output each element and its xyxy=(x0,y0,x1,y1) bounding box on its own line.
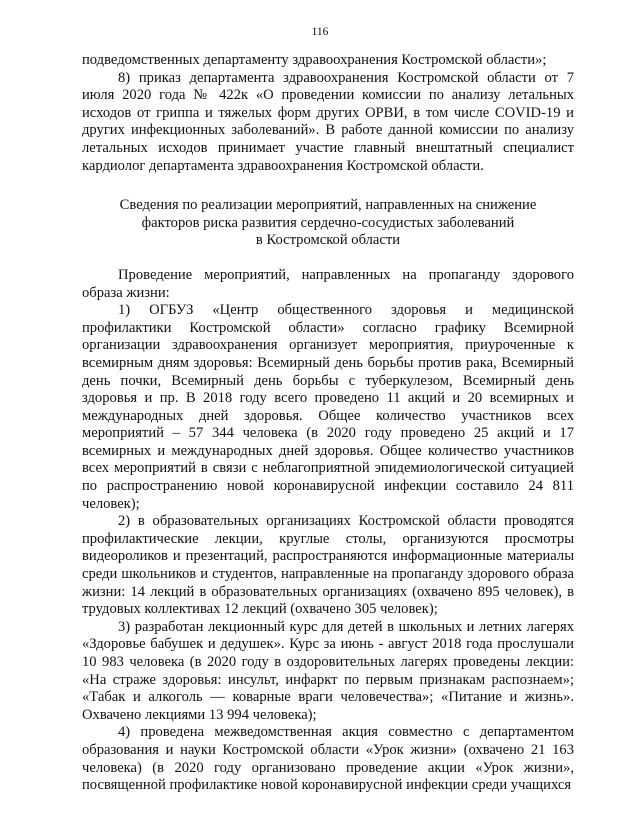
section-heading-line-3: в Костромской области xyxy=(255,232,401,249)
paragraph-item-2: 2) в образовательных организациях Костромской области проводятся профилактические лекции, круглые столы, организуются просмотры видеороликов и презентаций, распространяются информационные материалы среди школьников и студентов, направленные на пропаганду здорового образа жизни: 14 лекций в образовательных организациях (охвачено 895 человек), в трудовых коллективах 12 лекций (охвачено 305 человек); xyxy=(82,513,574,618)
paragraph-item-1: 1) ОГБУЗ «Центр общественного здоровья и медицинской профилактики Костромской области» согласно графику Всемирной организации здравоохранения организует мероприятия, приуроченные к всемирным дням здоровья: Всемирный день борьбы против рака, Всемирный день почки, Всемирный день борьбы с туберкулезом, Всемирный день здоровья и пр. В 2018 году всего проведено 11 акций и 20 всемирных и международных дней здоровья. Общее количество участников всех мероприятий – 57 344 человека (в 2020 году проведено 25 акций и 17 всемирных и международных дней здоровья. Общее количество участников всех мероприятий в связи с неблагоприятной эпидемиологической ситуацией по распространению новой коронавирусной инфекции составило 24 811 человек); xyxy=(82,302,574,512)
paragraph-item-4: 4) проведена межведомственная акция совместно с департаментом образования и науки Костромской области «Урок жизни» (охвачено 21 163 человека) (в 2020 году организовано проведение акции «Урок жизни», посвященной профилактике новой коронавирусной инфекции среди учащихся xyxy=(82,724,574,794)
paragraph-item-3: 3) разработан лекционный курс для детей в школьных и летних лагерях «Здоровье бабушек и дедушек». Курс за июнь - август 2018 года прослушали 10 983 человека (в 2020 году в оздоровительных лагерях проведены лекции: «На страже здоровья: инсульт, инфаркт по первым признакам распознаем»; «Табак и алкоголь — коварные враги человечества»; «Питание и жизнь». Охвачено лекциями 13 994 человека); xyxy=(82,618,574,723)
paragraph-item-8: 8) приказ департамента здравоохранения Костромской области от 7 июля 2020 года № 422к «О проведении комиссии по анализу летальных исходов от гриппа и тяжелых форм других ОРВИ, в том числе COVID-19 и других инфекционных заболеваний». В работе данной комиссии по анализу летальных исходов принимает участие главный внештатный специалист кардиолог департамента здравоохранения Костромской области. xyxy=(82,69,574,174)
paragraph-continuation: подведомственных департаменту здравоохранения Костромской области»; xyxy=(82,52,547,68)
section-heading xyxy=(82,197,574,250)
section-heading-line-1: Сведения по реализации мероприятий, направленных на снижение xyxy=(119,197,537,214)
document-body xyxy=(82,52,574,795)
paragraph-intro: Проведение мероприятий, направленных на пропаганду здорового образа жизни: xyxy=(82,266,574,301)
page-number: 116 xyxy=(311,26,329,38)
section-heading-line-2: факторов риска развития сердечно-сосудистых заболеваний xyxy=(141,214,515,231)
